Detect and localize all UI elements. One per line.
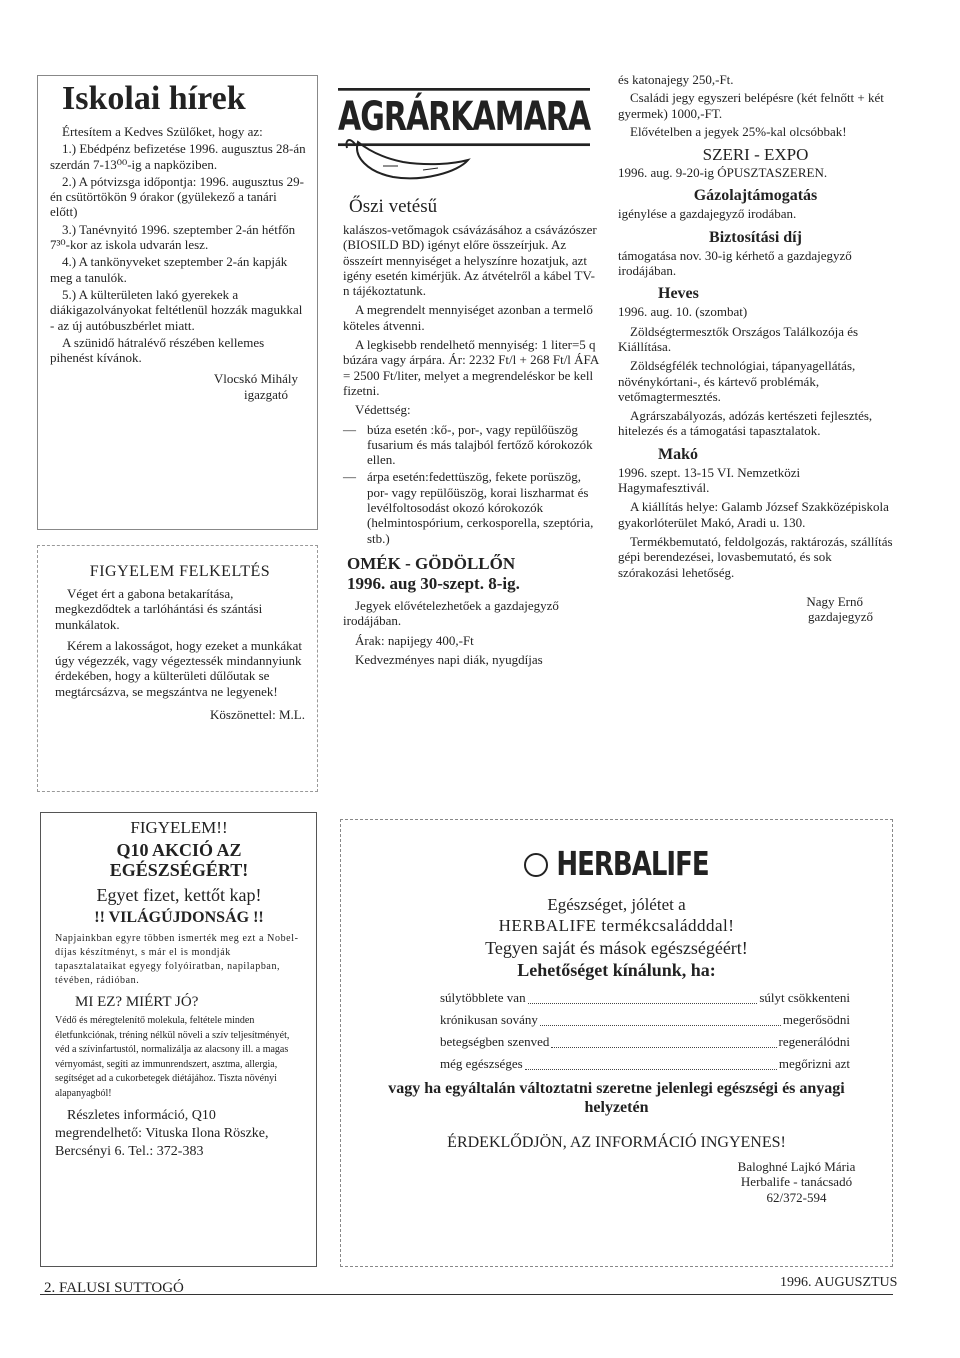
omek-p2: Árak: napijegy 400,-Ft xyxy=(355,632,474,648)
events-signature-title: gazdajegyző xyxy=(808,609,873,625)
heves-date: 1996. aug. 10. (szombat) xyxy=(618,304,748,320)
q10-ad xyxy=(55,818,303,1161)
omek-p1: Jegyek elővételezhetőek a gazdajegyző irodájában. xyxy=(343,597,559,629)
heves-p3: Agrárszabályozás, adózás kertészeti fejlesztés, hitelezés és a támogatási tapasztalatok. xyxy=(618,408,873,439)
mako-date: 1996. szept. 13-15 VI. Nemzetközi Hagymafesztivál. xyxy=(618,464,801,496)
school-item-3: 3.) Tanévnyitó 1996. szeptember 2-án hétfőn 7³⁰-kor az iskola udvarán lesz. xyxy=(50,221,296,253)
attention-signature: Köszönettel: M.L. xyxy=(210,707,305,723)
herbalife-line-3: Tegyen saját és mások egészségéért! xyxy=(485,938,748,958)
agrar-heading: Őszi vetésű xyxy=(349,196,438,217)
herbalife-signature: Baloghné Lajkó Mária Herbalife - tanácsadó 62/372-594 xyxy=(737,1159,856,1205)
school-signature-title: igazgató xyxy=(243,386,288,402)
omek-p3: Kedvezményes napi diák, nyugdíjas xyxy=(355,651,543,667)
mako-p1: A kiállítás helye: Galamb József Szakközépiskola gyakorlóterület Makó, Aradi u. 130. xyxy=(618,499,889,530)
herbalife-line-1: Egészséget, jólétet a xyxy=(547,895,686,914)
mako-p2: Termékbemutató, feldolgozás, raktározás, szállítás gépi berendezései, lovasbemutató, és sok szórakozási lehetőség. xyxy=(618,533,893,580)
pepper-icon xyxy=(343,132,473,192)
q10-novelty: !! VILÁGÚJDONSÁG !! xyxy=(94,909,264,926)
school-item-1: 1.) Ebédpénz befizetése 1996. augusztus 28-án szerdán 7-13⁰⁰-ig a napköziben. xyxy=(50,141,306,172)
mako-title: Makó xyxy=(658,445,698,463)
q10-attention: FIGYELEM!! xyxy=(130,818,228,837)
agrar-logo-text: AGRÁRKAMARA xyxy=(338,88,590,146)
events-signature-name: Nagy Ernő xyxy=(806,593,863,609)
szeri-text: 1996. aug. 9-20-ig ÓPUSZTASZEREN. xyxy=(618,165,828,181)
school-signature-name: Vlocskó Mihály xyxy=(213,371,298,387)
agrar-protection-item-1: — búza esetén :kő-, por-, vagy repülőüszög fusarium és más talajból fertőző kórokozók ellen. xyxy=(343,421,593,468)
herbalife-line-4: Lehetőséget kínálunk, ha: xyxy=(517,960,716,980)
heves-p1: Zöldségtermesztők Országos Találkozója és Kiállítása. xyxy=(618,323,859,354)
szeri-title: SZERI - EXPO xyxy=(702,145,809,165)
gazolaj-text: igénylése a gazdajegyző irodában. xyxy=(618,206,797,222)
herbalife-line-2: HERBALIFE termékcsaládddal! xyxy=(498,916,735,935)
herbalife-conditions xyxy=(440,987,850,1075)
q10-p1: Napjainkban egyre többen ismerték meg ezt a Nobel-díjas készítményt, s már el is mondják tapasztalataikat egyegy folyóiratban, napilapban, tévében, rádióban. xyxy=(55,933,299,986)
omek-date: 1996. aug 30-szept. 8-ig. xyxy=(347,573,520,593)
school-item-4: 4.) A tankönyveket szeptember 2-án kapják meg a tanulók. xyxy=(50,254,288,285)
agrar-p3: A legkisebb rendelhető mennyiség: 1 liter=5 q búzára vagy árpára. Ár: 2232 Ft/l + 268 Ft/l ÁFA = 2500 Ft/liter, melyet a megrendeléskor be kell fizetni. xyxy=(343,337,599,398)
gazolaj-title: Gázolajtámogatás xyxy=(693,187,818,205)
school-closing: A szünidő hátralévő részében kellemes pihenést kívánok. xyxy=(50,334,265,366)
heves-title: Heves xyxy=(658,285,699,303)
heves-p2: Zöldségfélék technológiai, tápanyagellátás, növénykórtani-, és kártevő problémák, vetőmagtermesztés. xyxy=(618,358,856,404)
herbalife-logo: HERBALIFE xyxy=(350,850,883,894)
footer-left: 2. FALUSI SUTTOGÓ xyxy=(44,1280,184,1296)
biztositasi-text: támogatása nov. 30-ig kérhető a gazdajegyző irodájában. xyxy=(618,247,852,279)
condition-row: betegségben szenved regenerálódni xyxy=(440,1031,850,1053)
herbalife-bold-line: vagy ha egyáltalán változtatni szeretne jelenlegi egészségi és anyagi helyzetén xyxy=(388,1080,845,1116)
school-news xyxy=(50,80,306,402)
condition-row: még egészséges megőrizni azt xyxy=(440,1053,850,1075)
q10-tagline: Egyet fizet, kettőt kap! xyxy=(96,885,262,905)
events-p2: Családi jegy egyszeri belépésre (két felnőtt + két gyermek) 1000,-FT. xyxy=(618,90,884,121)
school-news-title: Iskolai hírek xyxy=(62,80,246,117)
agrar-article xyxy=(343,196,601,667)
footer-rule xyxy=(40,1294,893,1295)
omek-title: OMÉK - GÖDÖLLŐN xyxy=(347,553,516,573)
school-news-intro: Értesítem a Kedves Szülőket, hogy az: xyxy=(62,124,263,139)
agrar-protection-label: Védettség: xyxy=(355,402,411,418)
herbalife-leaf-icon xyxy=(524,853,548,877)
agrar-p2: A megrendelt mennyiséget azonban a termelő köteles átvenni. xyxy=(343,302,593,333)
attention-title: FIGYELEM FELKELTÉS xyxy=(89,563,271,580)
events-column xyxy=(618,72,893,624)
q10-title: Q10 AKCIÓ AZ EGÉSZSÉGÉRT! xyxy=(109,840,249,880)
footer-right: 1996. AUGUSZTUS xyxy=(780,1275,898,1290)
attention-notice xyxy=(55,562,305,722)
biztositasi-title: Biztosítási díj xyxy=(709,228,802,246)
condition-row: súlytöbblete van súlyt csökkenteni xyxy=(440,987,850,1009)
school-item-2: 2.) A pótvizsga időpontja: 1996. augusztus 29-én csütörtökön 9 órakor (gyülekező a tanári előtt) xyxy=(50,173,304,220)
agrar-protection-item-2: — árpa esetén:fedettüszög, fekete porüszög, por- vagy repülőüszög, korai liszharmat és levélfoltosodást okozó kórokozók (helmintospórium, cerkosporella, szeptória, stb.) xyxy=(343,469,594,546)
attention-p1: Véget ért a gabona betakarítása, megkezdődtek a tarlóhántási és szántási munkálatok. xyxy=(55,586,263,632)
agrar-p1: kalászos-vetőmagok csávázásához a csávázószer (BIOSILD BD) igényt előre összeírjuk. Az összeírt mennyiséget a helyszínre hozatjuk, azt igény esetén kimérjük. Az átvételről a kábel TV-n tájékoztatunk. xyxy=(343,222,597,299)
q10-question: MI EZ? MIÉRT JÓ? xyxy=(75,994,199,1010)
condition-row: krónikusan sovány megerősödni xyxy=(440,1009,850,1031)
school-item-5: 5.) A külterületen lakó gyerekek a diákigazolványokat feltétlenül hozzák magukkal - az új autóbuszbérlet miatt. xyxy=(50,286,303,333)
herbalife-ad xyxy=(350,846,883,1205)
events-p3: Elővételben a jegyek 25%-kal olcsóbbak! xyxy=(630,123,847,139)
herbalife-cta: ÉRDEKLŐDJÖN, AZ INFORMÁCIÓ INGYENES! xyxy=(447,1134,786,1151)
events-p1: és katonajegy 250,-Ft. xyxy=(618,72,734,87)
attention-p2: Kérem a lakosságot, hogy ezeket a munkákat úgy végezzék, vagy végeztessék mindannyiunk érdekében, hogy a külterületi dűlőutak se megtárcsázva, se megszántva ne legyenek! xyxy=(55,637,302,699)
agrar-logo xyxy=(338,88,600,188)
q10-p2: Védő és méregtelenítő molekula, feltétele minden életfunkciónak, tréning nélkül növeli a szív teljesítményét, véd a szívinfartustól, normalizálja az alacsony ill. a magas vérnyomást, segíti az immunrendszert, asztma, allergia, segítséget ad a cukorbetegek diétájához. Tiszta növényi alapanyagból! xyxy=(55,1015,290,1099)
q10-p3: Részletes információ, Q10 megrendelhető: Vituska Ilona Röszke, Bercsényi 6. Tel.: 372-383 xyxy=(55,1108,269,1159)
